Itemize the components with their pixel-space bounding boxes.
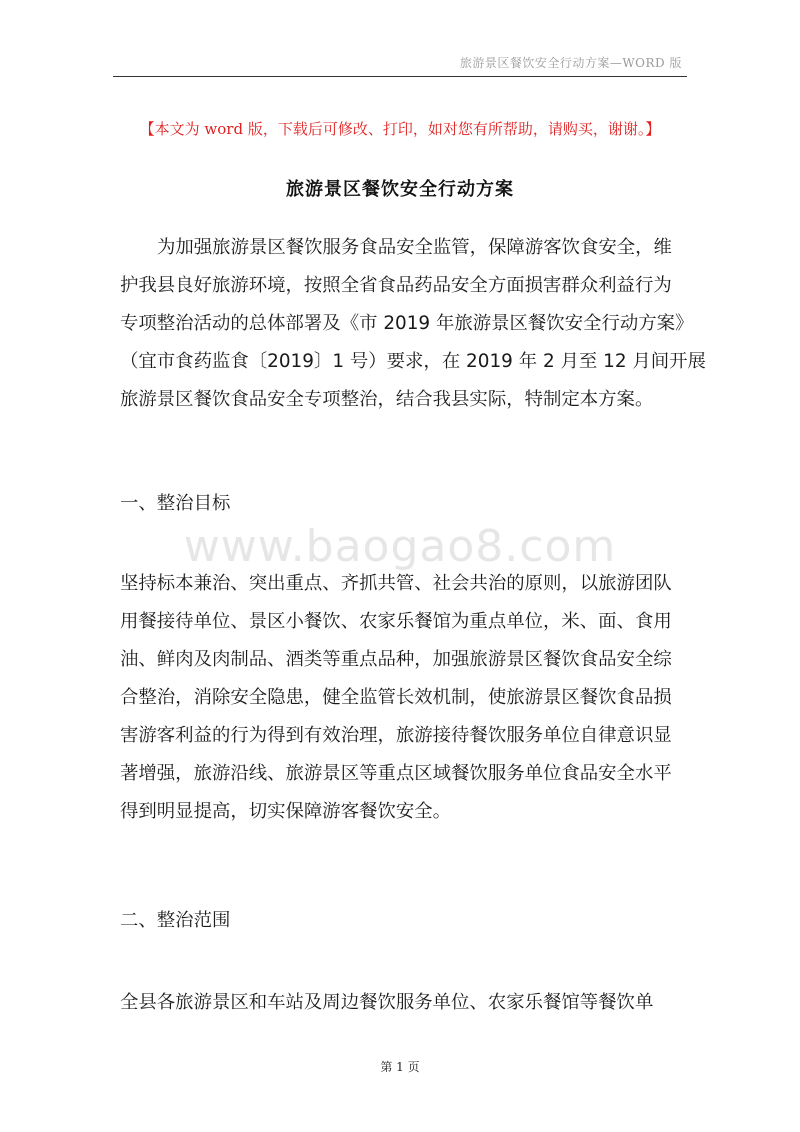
page-number: 第 1 页 — [380, 1060, 420, 1074]
watermark: www.baogao8.com — [183, 521, 617, 572]
purchase-notice: 【本文为 word 版，下载后可修改、打印，如对您有所帮助，请购买，谢谢。】 — [139, 120, 661, 138]
header-divider — [113, 76, 687, 77]
paragraph-line: 著增强，旅游沿线、旅游景区等重点区域餐饮服务单位食品安全水平 — [120, 763, 672, 784]
paragraph-line: 全县各旅游景区和车站及周边餐饮服务单位、农家乐餐馆等餐饮单 — [120, 992, 654, 1013]
running-header: 旅游景区餐饮安全行动方案—WORD 版 — [459, 56, 682, 70]
scope-paragraph — [120, 984, 682, 1022]
section-heading-scope: 二、整治范围 — [120, 910, 231, 931]
paragraph-line: 油、鲜肉及肉制品、酒类等重点品种，加强旅游景区餐饮食品安全综 — [120, 649, 672, 670]
paragraph-line: 护我县良好旅游环境，按照全省食品药品安全方面损害群众利益行为 — [120, 275, 672, 296]
intro-paragraph — [120, 229, 706, 419]
paragraph-line: 害游客利益的行为得到有效治理，旅游接待餐饮服务单位自律意识显 — [120, 725, 672, 746]
paragraph-line: 坚持标本兼治、突出重点、齐抓共管、社会共治的原则，以旅游团队 — [120, 573, 672, 594]
paragraph-line: 用餐接待单位、景区小餐饮、农家乐餐馆为重点单位，米、面、食用 — [120, 611, 672, 632]
document-title: 旅游景区餐饮安全行动方案 — [286, 179, 514, 200]
goals-paragraph — [120, 565, 682, 831]
paragraph-line: 为加强旅游景区餐饮服务食品安全监管，保障游客饮食安全，维 — [157, 237, 672, 258]
paragraph-line: 合整治，消除安全隐患，健全监管长效机制，使旅游景区餐饮食品损 — [120, 687, 672, 708]
paragraph-line: （宜市食药监食〔2019〕1 号）要求，在 2019 年 2 月至 12 月间开展 — [120, 351, 706, 372]
paragraph-line: 专项整治活动的总体部署及《市 2019 年旅游景区餐饮安全行动方案》 — [120, 313, 694, 334]
section-heading-goals: 一、整治目标 — [120, 493, 231, 514]
paragraph-line: 旅游景区餐饮食品安全专项整治，结合我县实际，特制定本方案。 — [120, 389, 654, 410]
paragraph-line: 得到明显提高，切实保障游客餐饮安全。 — [120, 801, 452, 822]
